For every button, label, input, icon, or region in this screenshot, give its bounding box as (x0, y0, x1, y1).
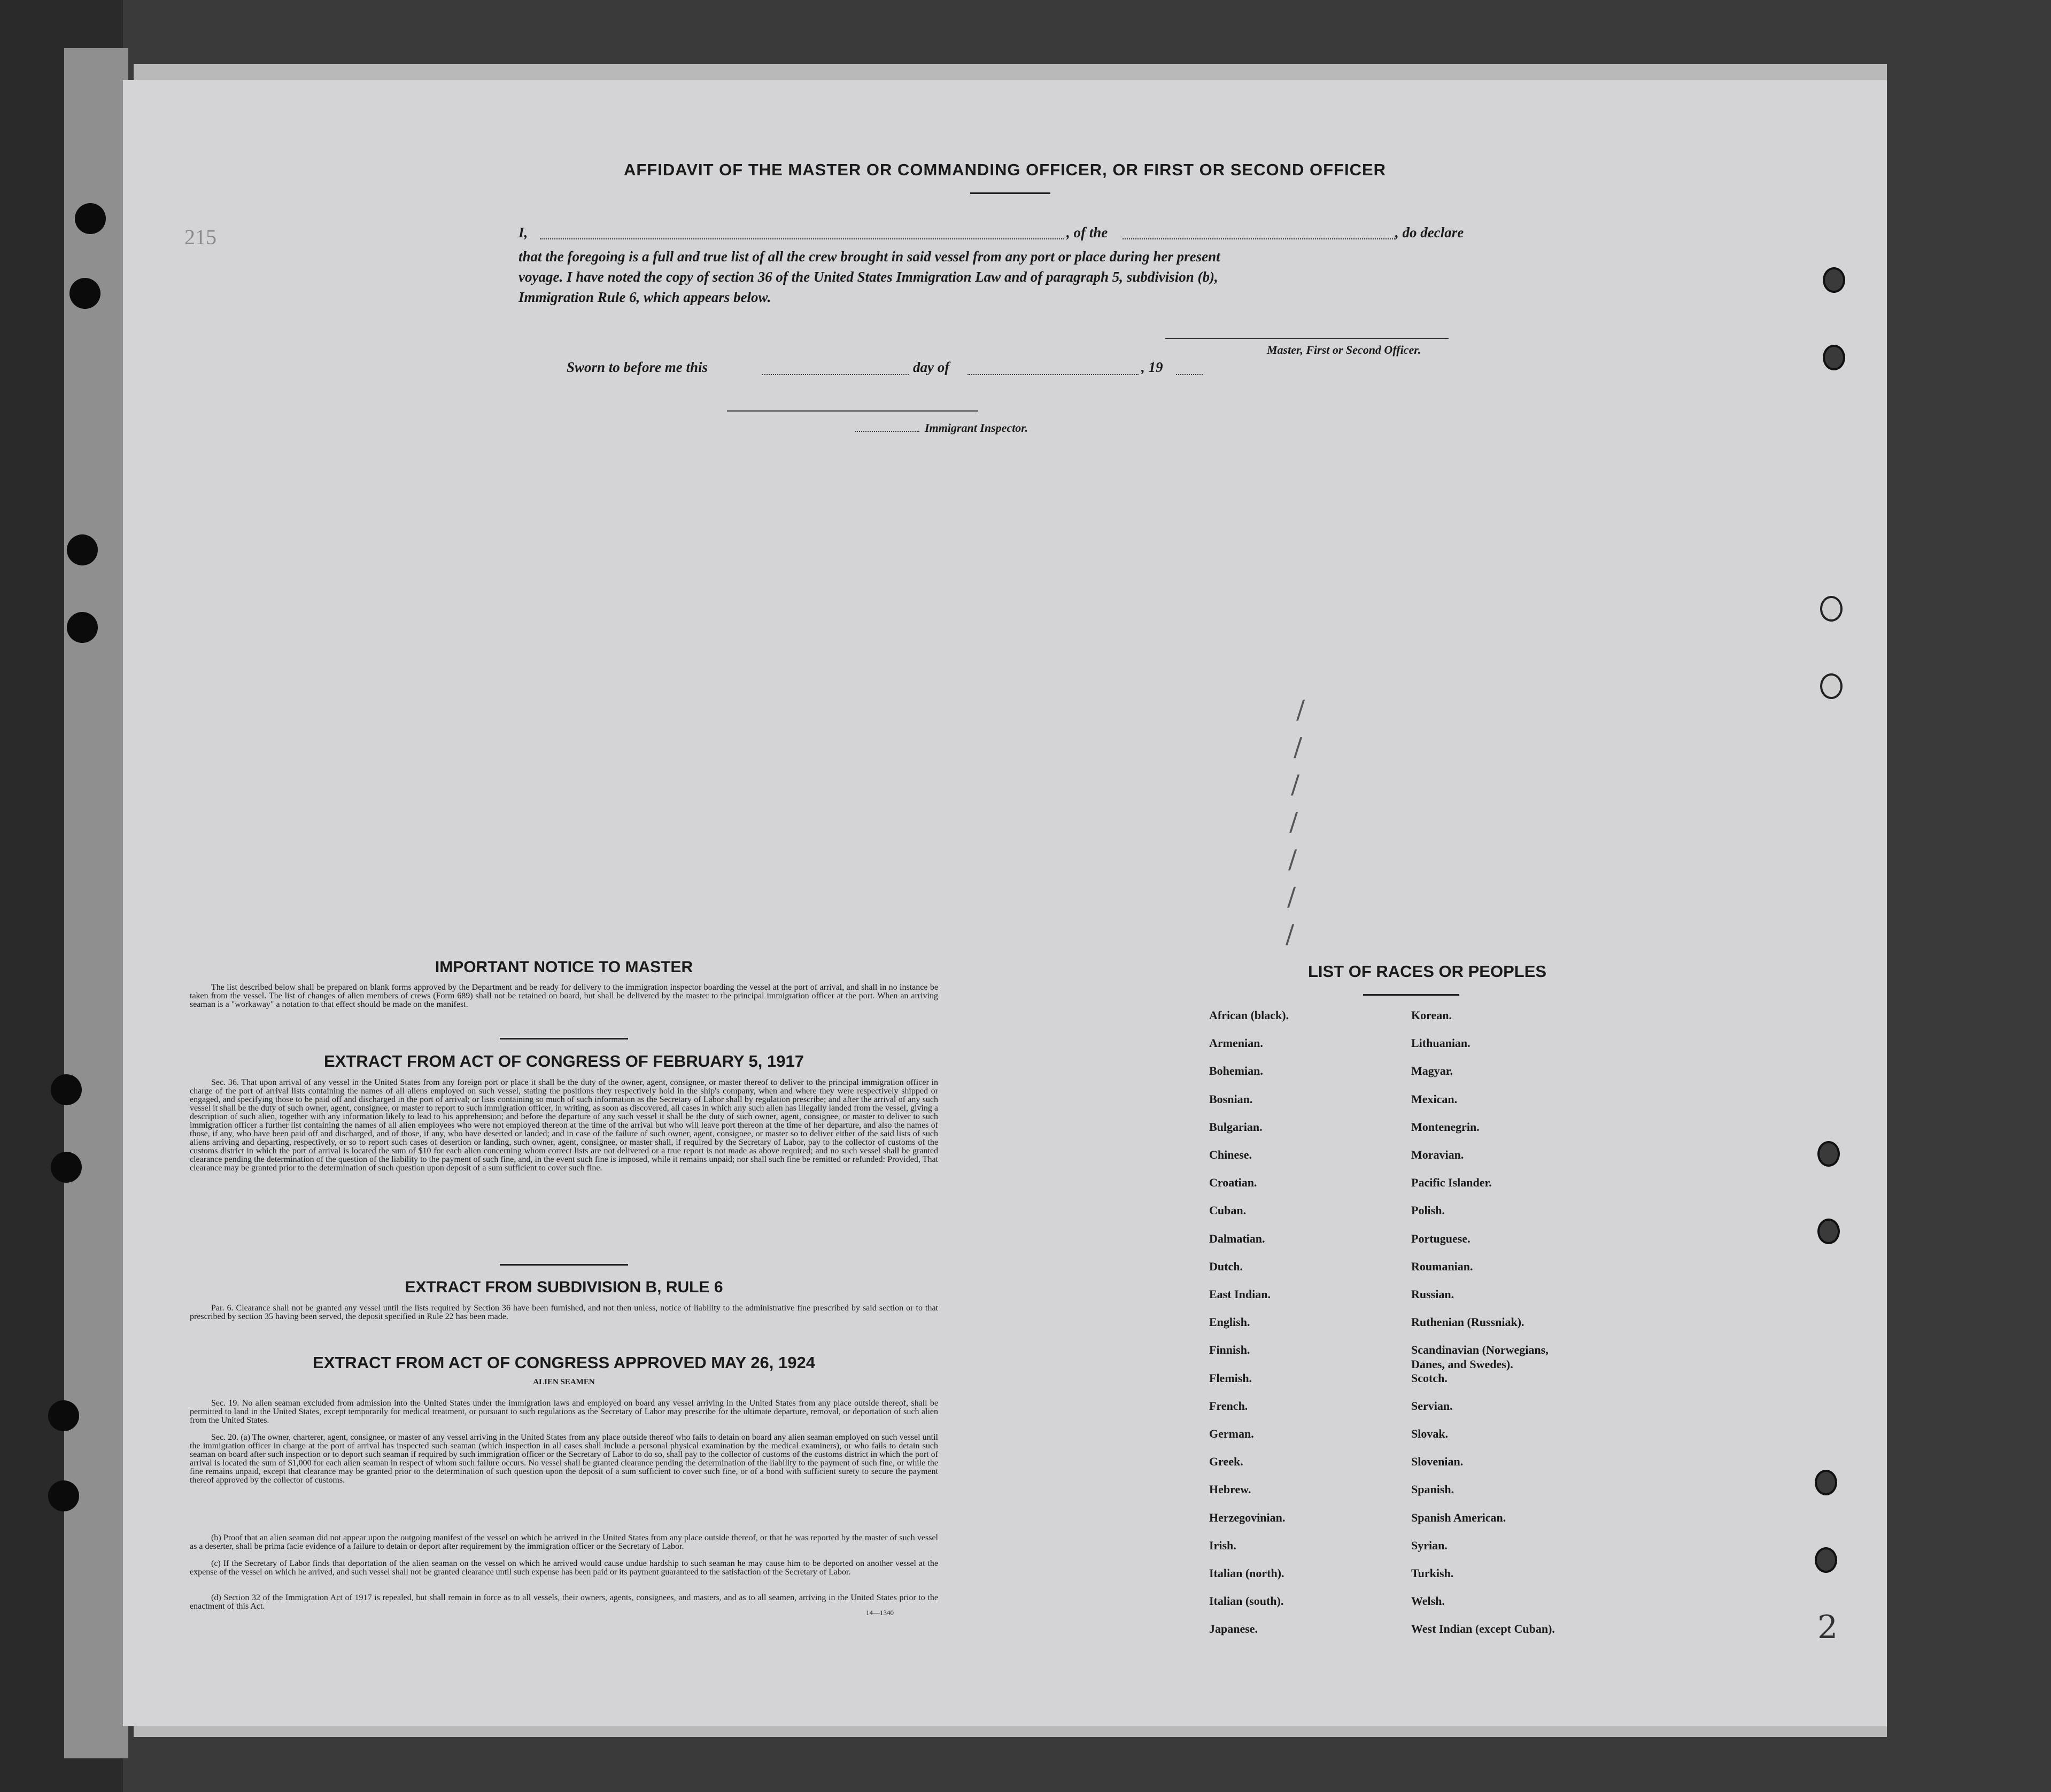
race-item: Hebrew. (1209, 1483, 1251, 1496)
officer-caption: Master, First or Second Officer. (1267, 343, 1421, 356)
binder-hole (51, 1074, 82, 1105)
affidavit-line-4: Immigration Rule 6, which appears below. (518, 289, 771, 305)
races-rule (1363, 994, 1459, 996)
rivet-icon (1815, 1470, 1837, 1495)
race-item: East Indian. (1209, 1287, 1271, 1301)
race-item: Danes, and Swedes). (1411, 1357, 1513, 1371)
form-number: 14—1340 (866, 1609, 894, 1617)
race-item: Bulgarian. (1209, 1120, 1263, 1134)
notice-title: IMPORTANT NOTICE TO MASTER (435, 958, 693, 976)
sworn-year: , 19 (1141, 359, 1163, 375)
rivet-icon (1817, 1219, 1840, 1244)
extract-1917-body: Sec. 36. That upon arrival of any vessel in the United States from any foreign port or place it shall be the duty of the owner, agent, consignee, or master thereof to deliver to the principal immigration officer in charge of the port of arrival lists containing the names of all aliens employed on such vessel, stating the positions they respectively hold in the ship's company, when and where they were respectively shipped or engaged, and specifying those to be paid off and discharged in the port of arrival; or lists containing so much of such information as the Secretary of Labor shall by regulation prescribe; and after the arrival of any such vessel it shall be the duty of such owner, agent, consignee, or master to report to such immigration officer, in writing, as soon as discovered, all cases in which any such alien has illegally landed from the vessel, giving a description of such alien, together with any information likely to lead to his apprehension; and before the departure of any such vessel it shall be the duty of such owner, agent, consignee, or master to deliver to such immigration officer a further list containing the names of all alien employees who were not employed thereon at the time of the arrival but who will leave port thereon at the time of her departure, and also the names of those, if any, who have been paid off and discharged, and of those, if any, who have deserted or landed; and in case of the failure of such owner, agent, consignee, or master so to deliver either of the said lists of such aliens arriving and departing, respectively, or so to report such cases of desertion or landing, such owner, agent, consignee, or master shall, if required by the Secretary of Labor, pay to the collector of customs of the customs district in which the port of arrival is located the sum of $10 for each alien concerning whom correct lists are not delivered or a true report is not made as above required; and no such vessel shall be granted clearance pending the determination of the question of the liability to the payment of such fine, and, in the event such fine is imposed, while it remains unpaid; nor shall such fine be remitted or refunded: Provided, That clearance may be granted prior to the determination of such question upon deposit of a sum sufficient to cover such fine. (190, 1078, 938, 1173)
race-item: West Indian (except Cuban). (1411, 1622, 1555, 1636)
sec-19-text: Sec. 19. No alien seaman excluded from admission into the United States under the immigration laws and employed on board any vessel arriving in the United States from any place outside thereof, shall be permitted to land in the United States, except temporarily for medical treatment, or pursuant to such regulations as the Secretary of Labor may prescribe for the ultimate departure, removal, or deportation of such alien from the United States. (190, 1399, 938, 1425)
binder-hole (48, 1480, 79, 1511)
race-item: Syrian. (1411, 1538, 1448, 1552)
race-item: Portuguese. (1411, 1231, 1470, 1245)
race-item: Finnish. (1209, 1343, 1250, 1357)
binder-hole (48, 1400, 79, 1431)
race-item: Flemish. (1209, 1371, 1252, 1385)
sworn-year-blank (1176, 374, 1203, 375)
title-rule (970, 192, 1050, 194)
race-item: French. (1209, 1399, 1248, 1413)
pencil-tally-mark: / (1288, 844, 1297, 874)
race-item: Irish. (1209, 1538, 1236, 1552)
sworn-day-of: day of (913, 359, 950, 375)
race-item: Slovenian. (1411, 1455, 1464, 1469)
rivet-icon (1815, 1547, 1837, 1573)
race-item: Bohemian. (1209, 1064, 1263, 1078)
race-item: Bosnian. (1209, 1092, 1253, 1106)
sec-20b-text: (b) Proof that an alien seaman did not appear upon the outgoing manifest of the vessel on which he arrived in the United States from any place outside thereof, or that he was reported by the master of such vessel as a deserter, shall be prima facie evidence of a failure to detain or deport after requirement by the immigration officer or the Secretary of Labor. (190, 1533, 938, 1551)
inspector-caption: Immigrant Inspector. (925, 421, 1028, 435)
race-item: Moravian. (1411, 1148, 1464, 1161)
rivet-icon (1817, 1141, 1840, 1167)
affidavit-declare: , do declare (1395, 224, 1464, 241)
race-item: Polish. (1411, 1204, 1445, 1217)
section-divider (500, 1038, 628, 1039)
rivet-icon (1820, 596, 1843, 622)
pencil-tally-mark: / (1296, 695, 1305, 725)
race-item: Italian (south). (1209, 1594, 1284, 1608)
officer-signature-line (1165, 338, 1449, 339)
subdivision-title: EXTRACT FROM SUBDIVISION B, RULE 6 (405, 1278, 723, 1296)
sec-20c-text: (c) If the Secretary of Labor finds that deportation of the alien seaman on the vessel on which he arrived would cause undue hardship to such seaman he may cause him to be deported on another vessel at the expense of the vessel on which he arrived, and such vessel shall not be granted clearance until such expense has been paid or its payment guaranteed to the satisfaction of the Secretary of Labor. (190, 1559, 938, 1577)
race-item: Montenegrin. (1411, 1120, 1480, 1134)
name-blank (540, 238, 1064, 239)
race-item: Roumanian. (1411, 1259, 1473, 1273)
pencil-tally-mark: / (1294, 732, 1303, 762)
race-item: Slovak. (1411, 1427, 1449, 1440)
alien-seamen-subtitle: ALIEN SEAMEN (533, 1378, 595, 1386)
race-item: Dalmatian. (1209, 1231, 1265, 1245)
handwritten-page-number: 2 (1817, 1609, 1838, 1646)
binder-hole (69, 278, 100, 309)
race-item: Chinese. (1209, 1148, 1252, 1161)
rivet-icon (1820, 673, 1843, 699)
race-item: Scotch. (1411, 1371, 1448, 1385)
pencil-tally-mark: / (1287, 882, 1296, 912)
inspector-blank (855, 431, 919, 432)
race-item: Herzegovinian. (1209, 1510, 1286, 1524)
sec-20a-text: Sec. 20. (a) The owner, charterer, agent, consignee, or master of any vessel arriving in the United States from any place outside thereof who fails to detain on board any alien seaman employed on such vessel until the immigration officer in charge at the port of arrival has inspected such seaman (which inspection in all cases shall include a personal physical examination by the medical examiners), or who fails to detain such seaman on board after such inspection or to deport such seaman if required by such immigration officer or the Secretary of Labor to do so, shall pay to the collector of customs of the customs district in which the port of arrival is located the sum of $1,000 for each alien seaman in respect of whom such failure occurs. No vessel shall be granted clearance pending the determination of the liability to the payment of such fine, or while the fine remains unpaid, except that clearance may be granted prior to the determination of such question upon the deposit of a sum sufficient to cover such fine, or of a bond with sufficient surety to secure the payment thereof approved by the collector of customs. (190, 1433, 938, 1485)
race-item: Dutch. (1209, 1259, 1243, 1273)
race-item: Spanish. (1411, 1483, 1454, 1496)
race-item: Russian. (1411, 1287, 1454, 1301)
pencil-tally-mark: / (1289, 807, 1298, 837)
race-item: Lithuanian. (1411, 1036, 1470, 1050)
binder-hole (67, 612, 98, 643)
subdivision-body: Par. 6. Clearance shall not be granted any vessel until the lists required by Section 36 have been furnished, and not then unless, notice of liability to the administrative fine prescribed by said section or to that prescribed by section 35 having been served, the deposit specified in Rule 22 has been made. (190, 1304, 938, 1321)
affidavit-title: AFFIDAVIT OF THE MASTER OR COMMANDING OFFICER, OR FIRST OR SECOND OFFICER (623, 160, 1387, 179)
affidavit-line-3: voyage. I have noted the copy of section 36 of the United States Immigration Law and of paragraph 5, subdivision (b), (518, 269, 1218, 285)
race-item: Italian (north). (1209, 1566, 1284, 1580)
sworn-day-blank (762, 374, 909, 375)
race-item: Pacific Islander. (1411, 1176, 1492, 1190)
race-item: German. (1209, 1427, 1254, 1440)
notice-body: The list described below shall be prepared on blank forms approved by the Department and be ready for delivery to the immigration inspector boarding the vessel at the port of arrival, and shall in no instance be taken from the vessel. The list of changes of alien members of crews (Form 689) shall not be retained on board, but shall be delivered by the master to the principal immigration officer at the port. When an arriving seaman is a "workaway" a notation to that effect should be made on the manifest. (190, 983, 938, 1009)
sworn-text: Sworn to before me this (567, 359, 708, 375)
inspector-signature-line (727, 410, 978, 412)
race-item: Korean. (1411, 1009, 1452, 1022)
race-item: Japanese. (1209, 1622, 1258, 1636)
race-item: Greek. (1209, 1455, 1243, 1469)
race-item: Spanish American. (1411, 1510, 1506, 1524)
race-item: English. (1209, 1315, 1250, 1329)
race-item: Mexican. (1411, 1092, 1458, 1106)
stamp-number: 215 (184, 225, 216, 249)
race-item: Ruthenian (Russniak). (1411, 1315, 1524, 1329)
section-divider (500, 1264, 628, 1266)
rivet-icon (1823, 345, 1845, 370)
affidavit-line-2: that the foregoing is a full and true list of all the crew brought in said vessel from any port or place during her present (518, 249, 1220, 265)
race-item: Welsh. (1411, 1594, 1445, 1608)
pencil-tally-mark: / (1291, 770, 1300, 800)
pencil-tally-mark: / (1286, 919, 1295, 949)
race-item: Cuban. (1209, 1204, 1247, 1217)
rivet-icon (1823, 267, 1845, 293)
extract-1917-title: EXTRACT FROM ACT OF CONGRESS OF FEBRUARY 5, 1917 (324, 1052, 804, 1070)
sworn-month-blank (968, 374, 1139, 375)
affidavit-i: I, (518, 224, 528, 241)
race-item: Croatian. (1209, 1176, 1257, 1190)
race-item: Servian. (1411, 1399, 1453, 1413)
binder-hole (75, 203, 106, 234)
binder-hole (51, 1152, 82, 1183)
race-item: Armenian. (1209, 1036, 1263, 1050)
extract-1924-title: EXTRACT FROM ACT OF CONGRESS APPROVED MAY 26, 1924 (313, 1353, 815, 1372)
vessel-blank (1123, 238, 1395, 239)
race-item: African (black). (1209, 1009, 1289, 1022)
race-item: Scandinavian (Norwegians, (1411, 1343, 1549, 1357)
sec-20d-text: (d) Section 32 of the Immigration Act of 1917 is repealed, but shall remain in force as to all vessels, their owners, agents, consignees, and masters, and as to all seamen, arriving in the United States prior to the enactment of this Act. (190, 1593, 938, 1611)
race-item: Magyar. (1411, 1064, 1453, 1078)
affidavit-of-the: , of the (1066, 224, 1108, 241)
races-title: LIST OF RACES OR PEOPLES (1307, 962, 1547, 981)
race-item: Turkish. (1411, 1566, 1454, 1580)
binder-hole (67, 534, 98, 565)
